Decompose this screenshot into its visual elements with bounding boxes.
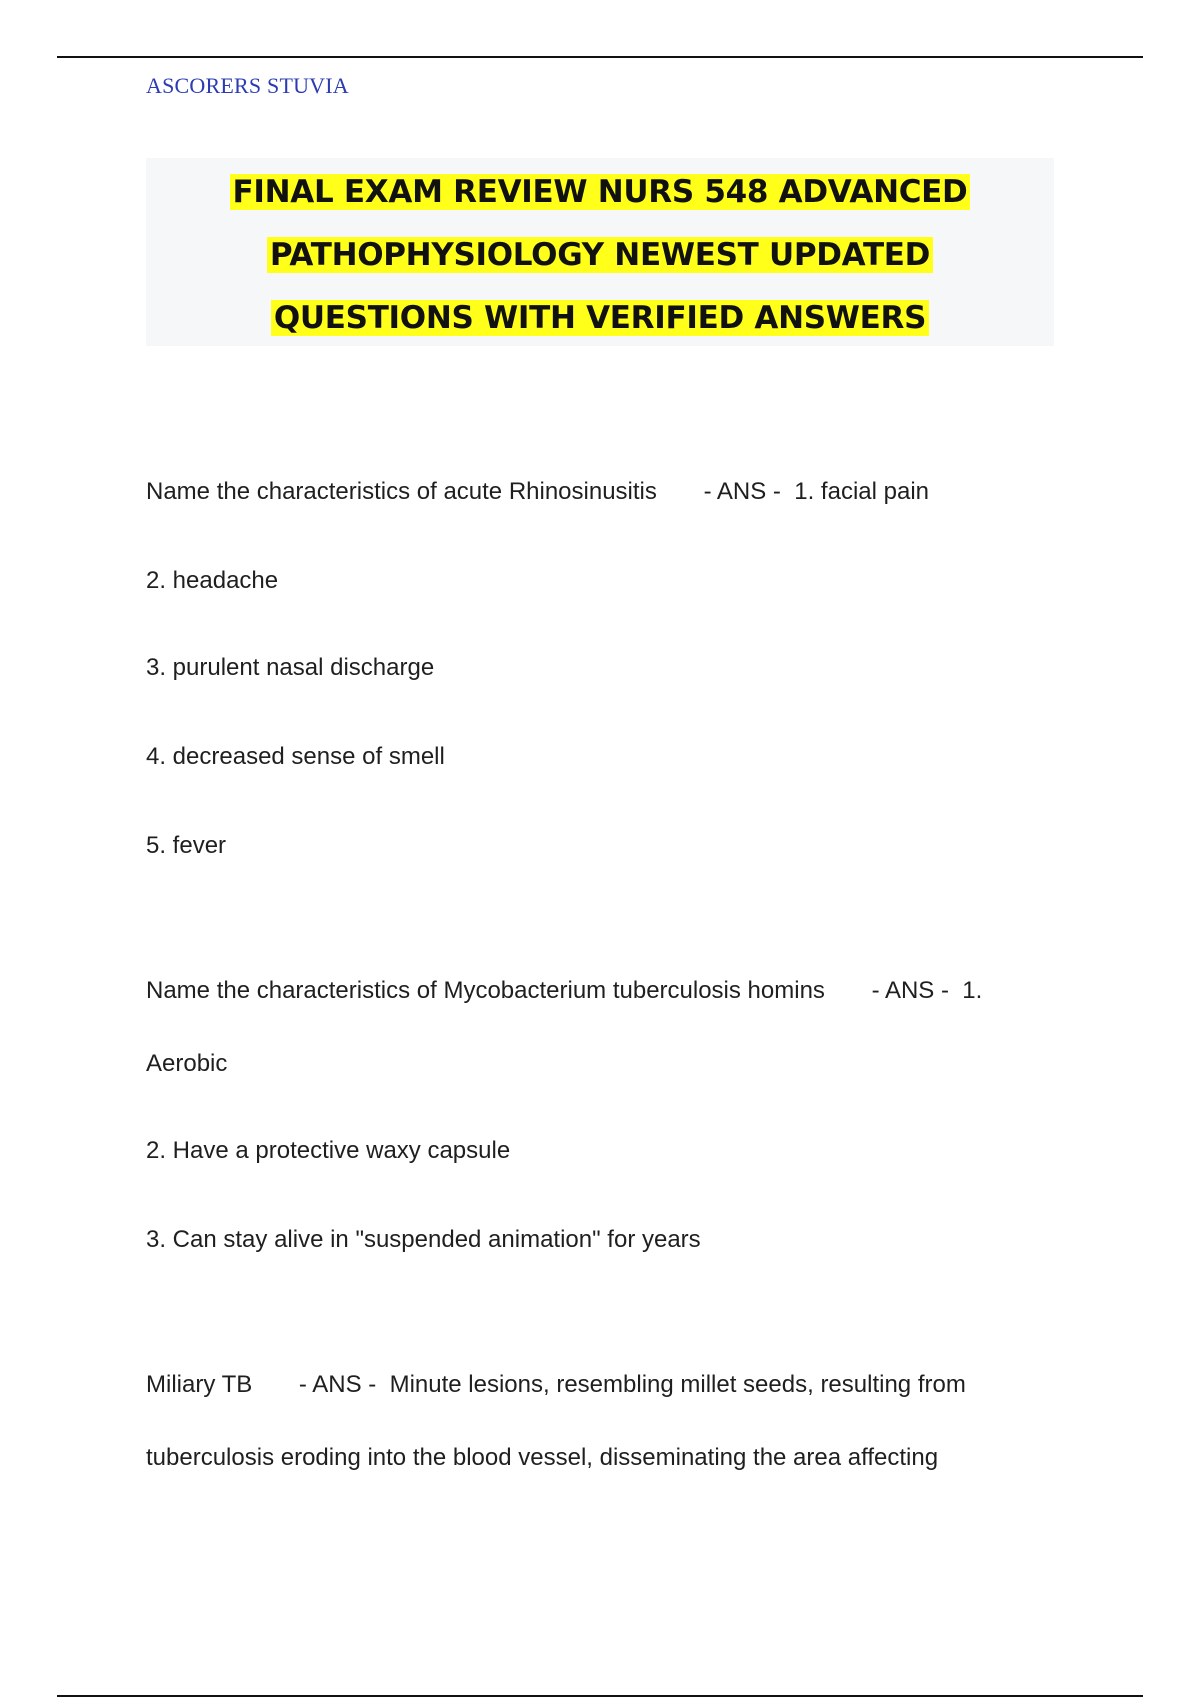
top-rule — [57, 56, 1143, 58]
title-line-3 — [146, 296, 1054, 340]
question-1-line: Name the characteristics of acute Rhinosinusitis - ANS - 1. facial pain — [146, 478, 929, 505]
question-2-line: Name the characteristics of Mycobacterium tuberculosis homins - ANS - 1. — [146, 977, 983, 1004]
title-line-2-text: PATHOPHYSIOLOGY NEWEST UPDATED — [267, 237, 933, 273]
question-3-line: Miliary TB - ANS - Minute lesions, resembling millet seeds, resulting from — [146, 1371, 966, 1398]
title-line-3-text: QUESTIONS WITH VERIFIED ANSWERS — [271, 300, 929, 336]
question-1-item-4: 4. decreased sense of smell — [146, 743, 445, 770]
title-block — [146, 158, 1054, 346]
question-1-item-3: 3. purulent nasal discharge — [146, 654, 435, 681]
question-1-item-5: 5. fever — [146, 832, 227, 859]
title-line-1 — [146, 170, 1054, 214]
question-1-item-2: 2. headache — [146, 567, 279, 594]
question-3-continuation: tuberculosis eroding into the blood vessel, disseminating the area affecting — [146, 1444, 939, 1471]
question-2-continuation: Aerobic — [146, 1050, 228, 1077]
bottom-rule — [57, 1695, 1143, 1697]
question-2-item-3: 3. Can stay alive in "suspended animation" for years — [146, 1226, 701, 1253]
header-text: ASCORERS STUVIA — [146, 73, 349, 98]
title-line-1-text: FINAL EXAM REVIEW NURS 548 ADVANCED — [230, 174, 971, 210]
question-2-item-2: 2. Have a protective waxy capsule — [146, 1137, 511, 1164]
title-line-2 — [146, 233, 1054, 277]
